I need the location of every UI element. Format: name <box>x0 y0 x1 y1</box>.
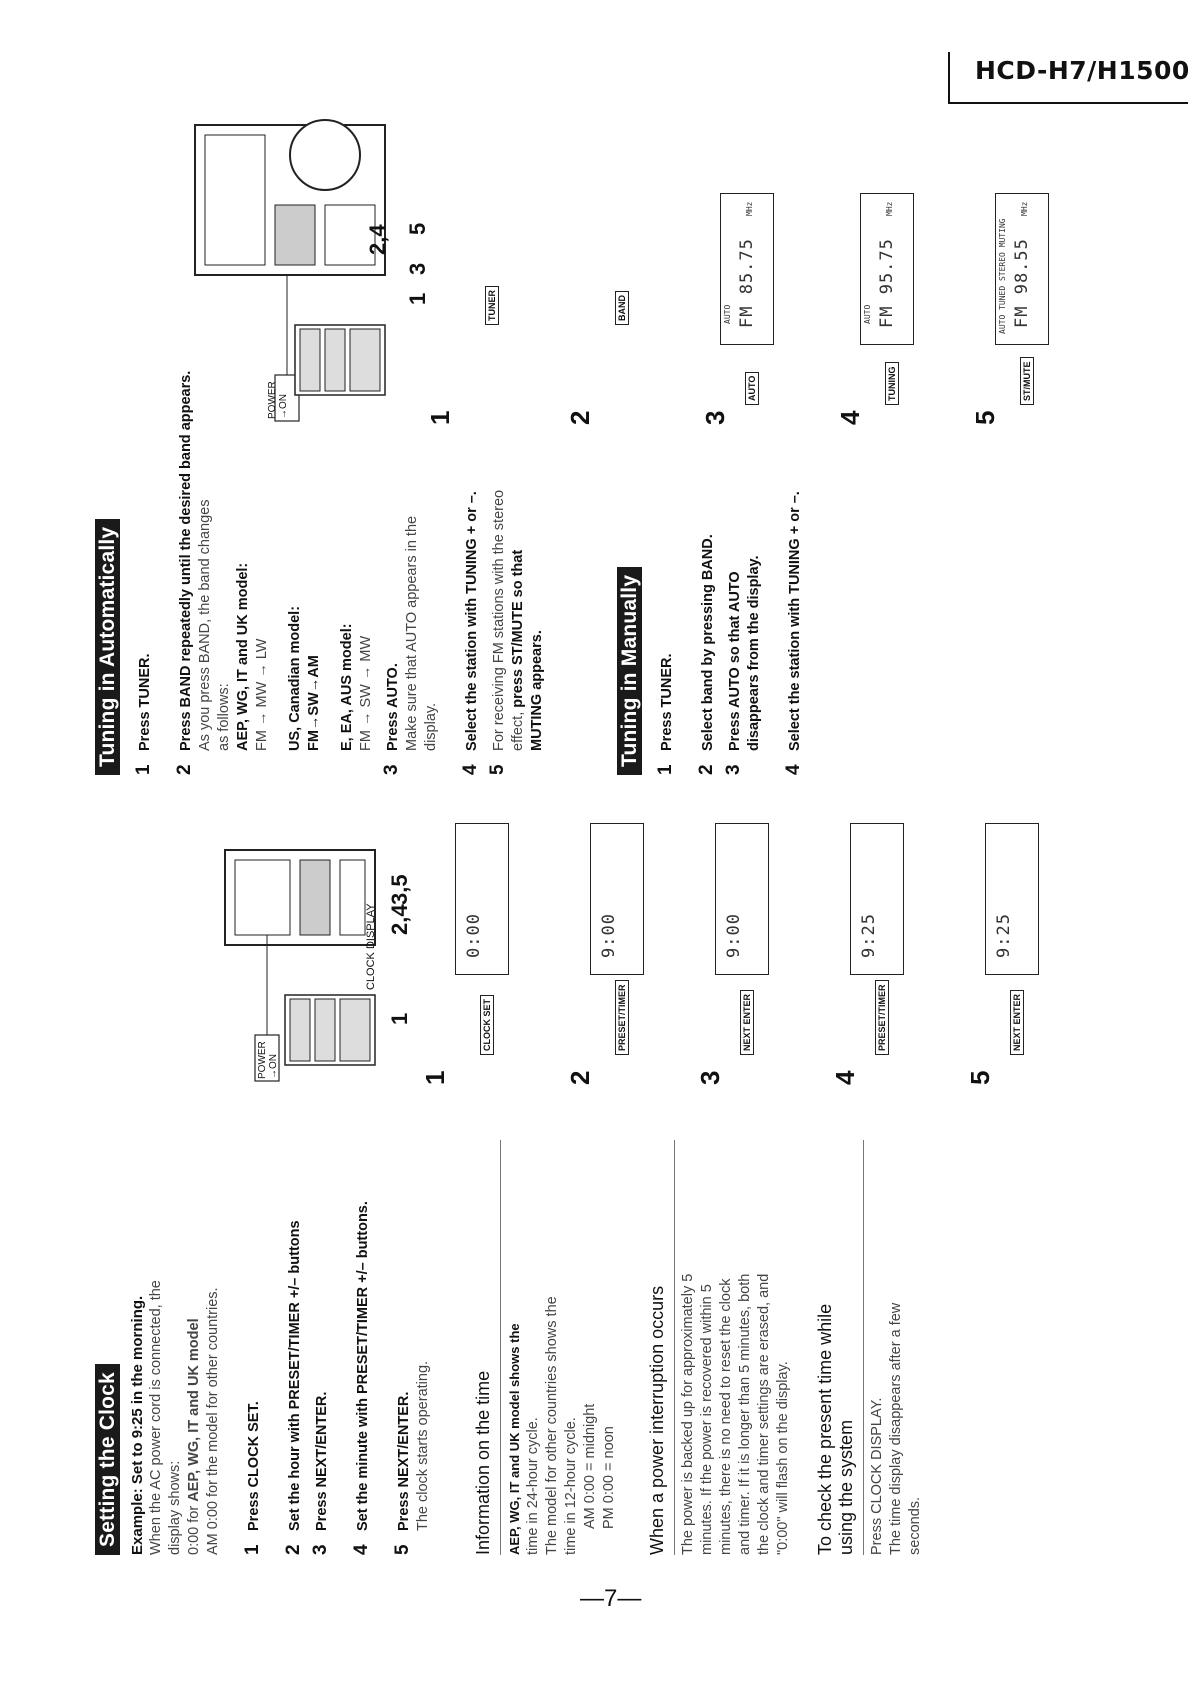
clock-fig-1-number: 1 <box>420 1070 450 1085</box>
clock-display-3 <box>715 823 769 975</box>
clock-step-1 <box>242 1140 264 1555</box>
power-line-5: the clock and timer settings are erased, and <box>756 1273 772 1555</box>
clock-step-4 <box>351 1140 373 1555</box>
auto-step-2-line-1: As you press BAND, the band changes <box>197 499 213 751</box>
clock-intro-aep-models: AEP, WG, IT and UK model <box>186 1318 202 1502</box>
page-number: —7— <box>580 1585 642 1612</box>
manual-step-3-number: 3 <box>723 764 744 775</box>
auto-model-3-sequence: FM → SW → MW <box>358 635 374 751</box>
clock-intro-other: AM 0:00 for the model for other countries. <box>205 1287 221 1555</box>
clock-step-2-number: 2 <box>283 1544 304 1555</box>
tuner-display-4-text: FM 95.75 <box>877 238 897 328</box>
manual-step-1-text: Press TUNER. <box>659 653 675 751</box>
st-mute-button[interactable]: ST/MUTE <box>1020 358 1034 406</box>
clock-display-3-text: 9:00 <box>724 913 744 958</box>
auto-model-2-sequence: FM→SW→AM <box>306 655 322 751</box>
info-line-2: The model for other countries shows the <box>544 1296 560 1555</box>
clock-display-5 <box>985 823 1039 975</box>
auto-step-5-line-1: For receiving FM stations with the stereo <box>491 489 507 751</box>
clock-step-4-text: Set the minute with PRESET/TIMER +/– buttons. <box>355 1201 371 1531</box>
clock-display-4-text: 9:25 <box>859 913 879 958</box>
clock-display-2 <box>590 823 644 975</box>
clock-step-3-number: 3 <box>310 1544 331 1555</box>
info-title: Information on the time <box>473 1140 501 1555</box>
clock-section <box>95 1140 925 1555</box>
power-line-3: minutes, there is no need to reset the clock <box>718 1278 734 1555</box>
clock-display-label: CLOCK DISPLAY <box>365 903 377 990</box>
check-title-1: To check the present time while <box>815 1303 835 1555</box>
tuning-button[interactable]: TUNING <box>885 363 899 406</box>
tuner-fig-4-number: 4 <box>835 410 865 425</box>
clock-fig-5-number: 5 <box>965 1070 995 1085</box>
auto-step-2-bold: Press BAND repeatedly until the desired band appears. <box>178 370 194 751</box>
band-button[interactable]: BAND <box>615 291 629 325</box>
manual-step-1 <box>655 255 677 775</box>
manual-step-2-number: 2 <box>696 764 717 775</box>
clock-step-5-number: 5 <box>392 1544 413 1555</box>
clock-display-1 <box>455 823 509 975</box>
manual-step-2 <box>696 255 718 775</box>
check-line-3: seconds. <box>907 1496 923 1555</box>
tuner-display-5-text: FM 98.55 <box>1012 238 1032 328</box>
tuner-fig-2-number: 2 <box>565 410 595 425</box>
auto-step-5-number: 5 <box>487 764 508 775</box>
info-line-3: time in 12-hour cycle. <box>563 1417 579 1555</box>
auto-step-3-line-2: display. <box>423 702 439 751</box>
tuner-fig-5-number: 5 <box>970 410 1000 425</box>
auto-model-3-label: E, EA, AUS model: <box>339 623 355 751</box>
clock-step-2-text: Set the hour with PRESET/TIMER +/– buttons <box>287 1220 303 1531</box>
auto-model-2-label: US, Canadian model: <box>287 605 303 751</box>
preset-timer-button-1[interactable]: PRESET/TIMER <box>615 980 629 1055</box>
power-line-1: The power is backed up for approximately 5 <box>680 1273 696 1555</box>
clock-power-label-2: →ON <box>268 1054 279 1079</box>
auto-step-3-number: 3 <box>381 764 402 775</box>
clock-fig-2-number: 2 <box>565 1070 595 1085</box>
check-line-2: The time display disappears after a few <box>888 1302 904 1555</box>
auto-step-5 <box>487 255 547 775</box>
info-line-1: time in 24-hour cycle. <box>525 1417 541 1555</box>
clock-power-label-1: POWER <box>257 1041 268 1079</box>
tuner-display-3 <box>720 193 774 345</box>
auto-button[interactable]: AUTO <box>745 372 759 405</box>
clock-step-1-text: Press CLOCK SET. <box>246 1401 262 1531</box>
rotated-page-content <box>95 0 1202 1555</box>
auto-step-1-number: 1 <box>133 764 154 775</box>
auto-step-1-text: Press TUNER. <box>137 653 153 751</box>
clock-intro-1: When the AC power cord is connected, the <box>148 1280 164 1555</box>
clock-callout-1: 1 <box>387 1012 412 1025</box>
clock-intro-aep-prefix: 0:00 for <box>186 1505 202 1555</box>
info-bold: AEP, WG, IT and UK model shows the <box>507 1323 522 1555</box>
clock-set-button[interactable]: CLOCK SET <box>480 995 494 1055</box>
clock-step-1-number: 1 <box>242 1544 263 1555</box>
tuner-display-5-unit: MHz <box>1020 201 1029 216</box>
tuner-fig-1-number: 1 <box>425 410 455 425</box>
tuner-callout-5: 5 <box>405 222 430 235</box>
model-title: HCD-H7/H1500 <box>975 56 1190 85</box>
clock-step-3 <box>310 1140 332 1555</box>
tuner-display-3-text: FM 85.75 <box>737 238 757 328</box>
tuner-display-3-unit: MHz <box>745 201 754 216</box>
tuner-fig-3-number: 3 <box>700 410 730 425</box>
clock-intro-aep <box>185 1140 204 1555</box>
stereo-unit-illustration-tuner <box>145 95 395 425</box>
clock-display-5-text: 9:25 <box>994 913 1014 958</box>
auto-step-3-line-1: Make sure that AUTO appears in the <box>404 515 420 751</box>
tuner-display-4 <box>860 193 914 345</box>
auto-step-3-bold: Press AUTO. <box>385 663 401 751</box>
power-line-6: "0:00" will flash on the display. <box>775 1361 791 1555</box>
clock-intro-2: display shows: <box>167 1460 183 1555</box>
clock-step-2 <box>283 1140 305 1555</box>
manual-step-3-line-2: disappears from the display. <box>746 555 762 751</box>
clock-callout-24: 2,4 <box>387 904 412 935</box>
clock-step-3-text: Press NEXT/ENTER. <box>314 1391 330 1531</box>
auto-step-5-bold-1: press ST/MUTE so that <box>510 549 526 708</box>
auto-step-4-text: Select the station with TUNING + or –. <box>464 491 480 751</box>
next-enter-button-1[interactable]: NEXT ENTER <box>740 990 754 1055</box>
clock-step-5-text: Press NEXT/ENTER. <box>396 1391 412 1531</box>
tuner-callout-3: 3 <box>405 262 430 275</box>
tuner-callout-24: 2,4 <box>365 224 390 255</box>
clock-fig-4-number: 4 <box>830 1070 860 1085</box>
check-title-2: using the system <box>836 1140 864 1555</box>
clock-display-1-text: 0:00 <box>464 913 484 958</box>
manual-step-4 <box>783 255 805 775</box>
tuner-display-5-indicator: AUTO TUNED STEREO MUTING <box>998 218 1007 334</box>
info-pm: PM 0:00 = noon <box>601 1426 617 1529</box>
manual-step-4-number: 4 <box>783 764 804 775</box>
preset-timer-button-2[interactable]: PRESET/TIMER <box>875 980 889 1055</box>
clock-fig-3-number: 3 <box>695 1070 725 1085</box>
auto-model-1-label: AEP, WG, IT and UK model: <box>235 562 251 751</box>
tuner-callout-1: 1 <box>405 292 430 305</box>
tuner-display-4-indicator: AUTO <box>863 304 872 324</box>
clock-display-4 <box>850 823 904 975</box>
auto-step-2-number: 2 <box>174 764 195 775</box>
tuner-power-label-2: →ON <box>278 394 289 419</box>
auto-model-1-sequence: FM → MW → LW <box>254 638 270 751</box>
auto-step-4-number: 4 <box>460 764 481 775</box>
clock-callout-35: 3,5 <box>387 874 412 905</box>
clock-display-2-text: 9:00 <box>599 913 619 958</box>
power-line-2: minutes. If the power is recovered within 5 <box>699 1284 715 1555</box>
tuner-button[interactable]: TUNER <box>485 286 499 325</box>
auto-step-5-bold-2: MUTING appears. <box>529 630 545 751</box>
power-title: When a power interruption occurs <box>647 1140 675 1555</box>
manual-step-2-text: Select band by pressing BAND. <box>700 534 716 751</box>
clock-example: Example: Set to 9:25 in the morning. <box>129 1295 146 1555</box>
manual-step-3-line-1: Press AUTO so that AUTO <box>727 571 743 751</box>
stereo-unit-illustration-clock <box>135 775 385 1085</box>
auto-step-5-line-2: effect, <box>510 711 526 751</box>
tuner-power-label-1: POWER <box>267 381 278 419</box>
power-line-4: and timer. If it is longer than 5 minutes, both <box>737 1273 753 1555</box>
next-enter-button-2[interactable]: NEXT ENTER <box>1010 990 1024 1055</box>
tuner-display-4-unit: MHz <box>885 201 894 216</box>
auto-step-4 <box>460 255 482 775</box>
manual-step-4-text: Select the station with TUNING + or –. <box>787 491 803 751</box>
auto-step-2-line-2: as follows: <box>216 683 232 751</box>
tuner-display-5 <box>995 193 1049 345</box>
auto-section-title: Tuning in Automatically <box>95 519 120 775</box>
info-am: AM 0:00 = midnight <box>582 1403 598 1529</box>
clock-step-4-number: 4 <box>351 1544 372 1555</box>
manual-step-1-number: 1 <box>655 764 676 775</box>
clock-step-5 <box>392 1140 433 1555</box>
tuner-display-3-indicator: AUTO <box>723 304 732 324</box>
check-line-1: Press CLOCK DISPLAY. <box>869 1397 885 1555</box>
clock-section-title: Setting the Clock <box>95 1364 120 1555</box>
manual-section-title: Tuning in Manually <box>617 567 642 775</box>
clock-step-5-note: The clock starts operating. <box>415 1360 431 1531</box>
